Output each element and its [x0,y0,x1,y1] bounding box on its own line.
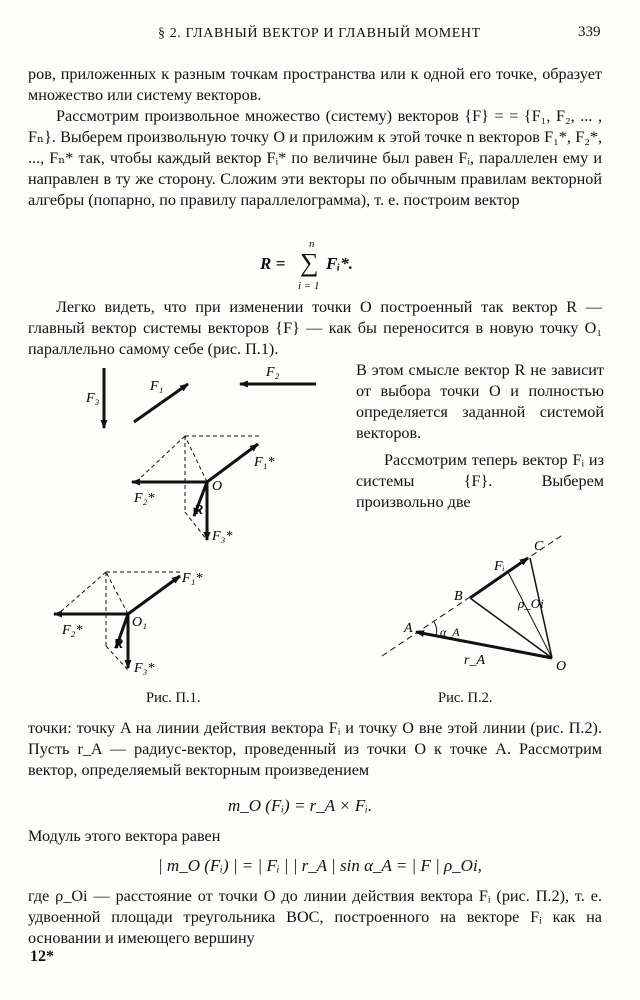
label-ra: r_A [464,653,485,668]
label-c: C [534,539,544,554]
formula-1-lhs: R = [260,254,286,273]
figure-2 [372,530,612,690]
formula-moment: m_O (Fᵢ) = r_A × Fᵢ. [228,796,373,815]
paragraph-4-text: В этом смысле вектор R не зависит от выбора точки O и полностью определяется заданной системой векторов. [356,361,604,442]
label-o-fig2: O [556,659,567,674]
label-b: B [454,589,463,604]
page-number: 339 [578,24,601,40]
label-rho: ρ_Oi [518,596,544,611]
signature-mark: 12* [30,948,54,965]
formula-main-vector [260,238,400,296]
label-r-b: R [114,637,124,652]
paragraph-8-text: где ρ_Oi — расстояние от точки O до линии действия вектора Fᵢ (рис. П.2), т. е. удвоенной площади треугольника BOC, построенного на векторе Fᵢ как на основании и имеющего вершину [28,887,602,947]
label-o1: O₁ [132,615,147,630]
paragraph-1 [28,64,602,106]
header-title: § 2. ГЛАВНЫЙ ВЕКТОР И ГЛАВНЫЙ МОМЕНТ [158,26,481,41]
label-f1: F₁ [150,379,164,394]
paragraph-5 [356,450,604,513]
paragraph-2 [28,106,602,211]
paragraph-3 [28,297,602,360]
paragraph-7-text: Модуль этого вектора равен [28,827,221,845]
figure-1-caption: Рис. П.1. [146,690,201,706]
label-fi: Fᵢ [494,559,505,574]
paragraph-3-text: Легко видеть, что при изменении точки O построенный так вектор R — главный вектор системы векторов {F} — как бы переносится в новую точку O₁ параллельно самому себе (рис. П.1). [28,298,602,358]
paragraph-7 [28,826,602,847]
formula-1-sum-top: n [309,238,315,250]
label-r: R [194,503,204,518]
label-a: A [404,621,413,636]
running-header [0,24,640,48]
construction-at-o1 [54,572,180,670]
label-o: O [212,479,223,494]
paragraph-4 [356,360,604,444]
formula-1-rhs: Fᵢ*. [326,254,353,273]
label-f2: F₂ [266,365,280,380]
paragraph-5-text: Рассмотрим теперь вектор Fᵢ из системы {F}. Выберем произвольно две [356,451,604,511]
angle-arc [434,622,437,636]
label-f3-star: F₃* [212,529,233,544]
label-f3-star-b: F₃* [134,661,155,676]
paragraph-8 [28,886,602,949]
figure-2-caption: Рис. П.2. [438,690,493,706]
construction-at-o [132,436,260,540]
label-f1-star-b: F₁* [182,571,203,586]
label-f2-star: F₂* [134,491,155,506]
label-f2-star-b: F₂* [62,623,83,638]
paragraph-1-text: ров, приложенных к разным точкам пространства или к одной его точке, образует множество или систему векторов. [28,65,602,104]
paragraph-6-text: точки: точку A на линии действия вектора Fᵢ и точку O вне этой линии (рис. П.2). Пусть r_A — радиус-вектор, проведенный из точки O к точке A. Рассмотрим вектор, определяемый векторным произведением [28,719,602,779]
figure-1 [40,360,340,690]
formula-1-sum-sign: ∑ [300,248,319,277]
paragraph-6 [28,718,602,781]
paragraph-2-text: Рассмотрим произвольное множество (систему) векторов {F} = = {F₁, F₂, ... , Fₙ}. Выберем произвольную точку O и приложим к этой точке n векторов F₁*, F₂*, ..., Fₙ* так, чтобы каждый вектор Fᵢ* по величине был равен Fᵢ, параллелен ему и направлен в ту же сторону. Сложим эти векторы по обычным правилам векторной алгебры (попарно, по правилу параллелограмма), т. е. построим вектор [28,107,602,209]
formula-1-sum-bottom: i = 1 [298,280,320,292]
formula-modulus: | m_O (Fᵢ) | = | Fᵢ | | r_A | sin α_A = | F | ρ_Oi, [158,856,482,875]
perpendicular-rho [508,572,552,658]
label-f1-star: F₁* [254,455,275,470]
label-f3: F₃ [86,391,100,406]
label-alpha: α_A [440,625,460,639]
